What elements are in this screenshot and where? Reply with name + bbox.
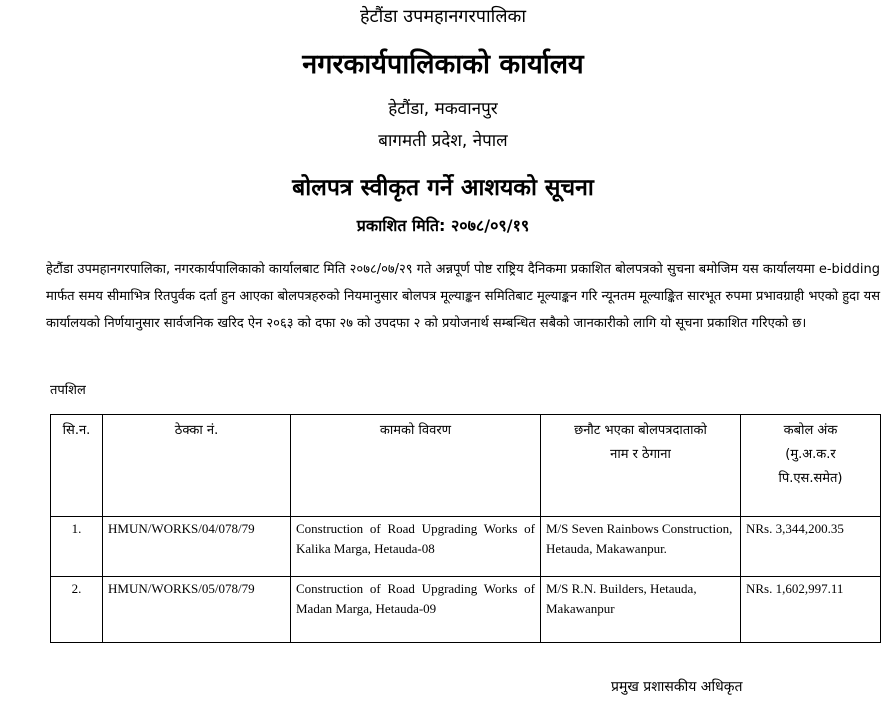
table-row bbox=[51, 517, 881, 577]
cell-bidder: M/S Seven Rainbows Construction, Hetauda, Makawanpur. bbox=[541, 517, 741, 577]
cell-sn: 2. bbox=[51, 577, 103, 643]
header-bidder bbox=[541, 415, 741, 517]
cell-bidder: M/S R.N. Builders, Hetauda, Makawanpur bbox=[541, 577, 741, 643]
header-amount-line3: पि.एस.समेत) bbox=[778, 471, 843, 486]
province-country: बागमती प्रदेश, नेपाल bbox=[378, 131, 508, 151]
cell-amount: NRs. 3,344,200.35 bbox=[741, 517, 881, 577]
header-amount-line2: (मु.अ.क.र bbox=[785, 447, 836, 462]
published-date: प्रकाशित मिति: २०७८/०९/१९ bbox=[356, 216, 530, 235]
header-contract-no: ठेक्का नं. bbox=[103, 415, 291, 517]
cell-sn: 1. bbox=[51, 517, 103, 577]
cell-amount: NRs. 1,602,997.11 bbox=[741, 577, 881, 643]
cell-contract-no: HMUN/WORKS/05/078/79 bbox=[103, 577, 291, 643]
signatory-title: प्रमुख प्रशासकीय अधिकृत bbox=[611, 679, 743, 695]
cell-work-desc: Construction of Road Upgrading Works of Kalika Marga, Hetauda-08 bbox=[291, 517, 541, 577]
municipality-name: हेटौंडा उपमहानगरपालिका bbox=[359, 6, 527, 27]
bid-table bbox=[50, 414, 881, 643]
cell-work-desc: Construction of Road Upgrading Works of Madan Marga, Hetauda-09 bbox=[291, 577, 541, 643]
header-bidder-line1: छनौट भएका बोलपत्रदाताको bbox=[574, 423, 707, 438]
header-sn: सि.न. bbox=[51, 415, 103, 517]
office-location: हेटौंडा, मकवानपुर bbox=[388, 99, 498, 119]
details-label: तपशिल bbox=[50, 383, 86, 398]
notice-title: बोलपत्र स्वीकृत गर्ने आशयको सूचना bbox=[292, 175, 594, 201]
office-name: नगरकार्यपालिकाको कार्यालय bbox=[302, 49, 584, 80]
header-bidder-line2: नाम र ठेगाना bbox=[610, 447, 671, 462]
notice-paragraph: हेटौंडा उपमहानगरपालिका, नगरकार्यपालिकाको कार्यालबाट मिति २०७८/०७/२९ गते अन्नपूर्ण पोष्ट राष्ट्रिय दैनिकमा प्रकाशित बोलपत्रको सुचना बमोजिम यस कार्यालयमा e-bidding मार्फत समय सीमाभित्र रितपुर्वक दर्ता हुन आएका बोलपत्रहरुको नियमानुसार बोलपत्र मूल्याङ्कन समितिबाट मूल्याङ्कन गरि न्यूनतम मूल्याङ्कित सारभूत रुपमा प्रभावग्राही भएको हुदा यस कार्यालयको निर्णयानुसार सार्वजनिक खरिद ऐन २०६३ को दफा २७ को उपदफा २ को प्रयोजनार्थ सम्बन्धित सबैको जानकारीको लागि यो सूचना प्रकाशित गरिएको छ। bbox=[46, 262, 880, 331]
cell-contract-no: HMUN/WORKS/04/078/79 bbox=[103, 517, 291, 577]
header-amount-line1: कबोल अंक bbox=[783, 423, 838, 438]
header-amount bbox=[741, 415, 881, 517]
header-work-desc: कामको विवरण bbox=[291, 415, 541, 517]
table-row bbox=[51, 577, 881, 643]
table-header-row bbox=[51, 415, 881, 517]
